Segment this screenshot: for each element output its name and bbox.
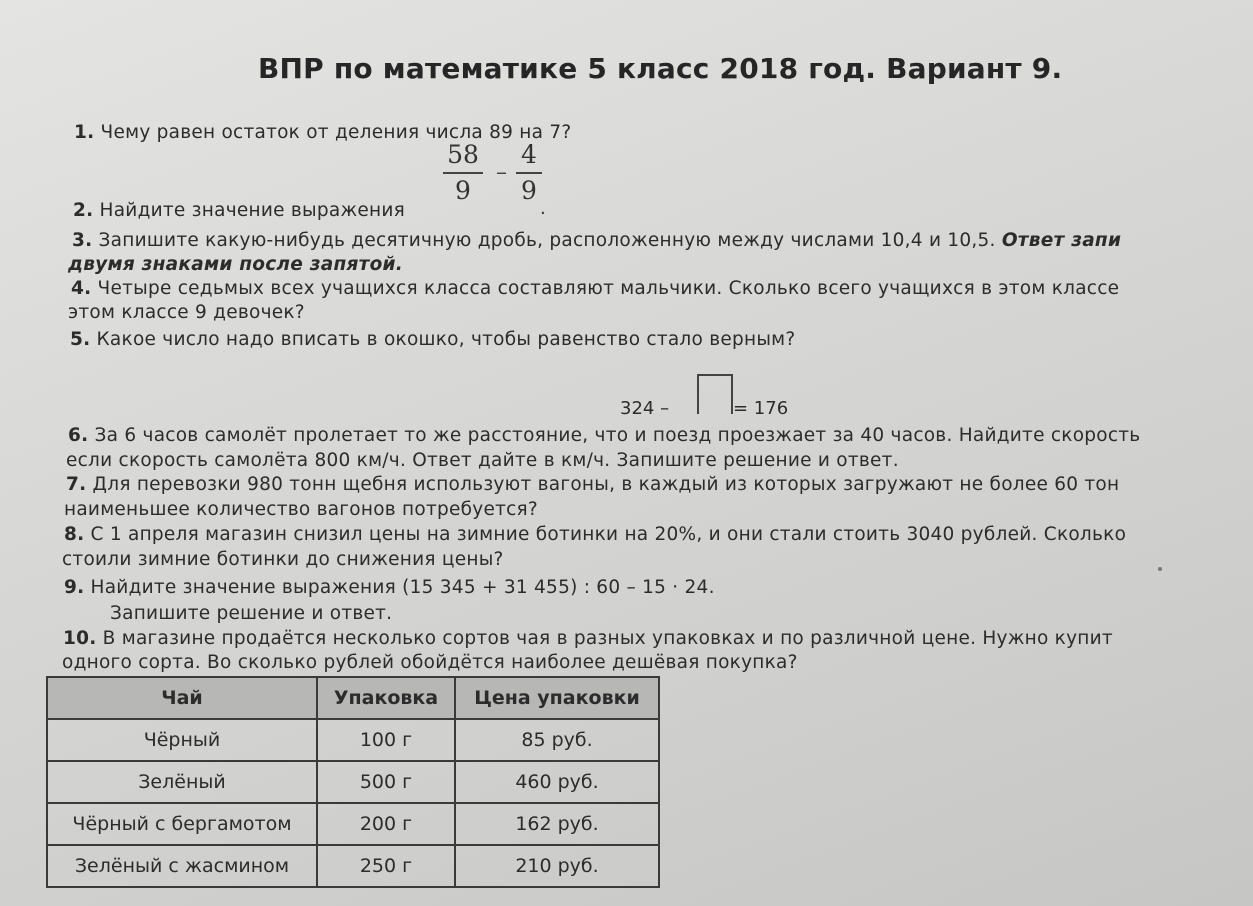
question-text: С 1 апреля магазин снизил цены на зимние ботинки на 20%, и они стали стоить 3040 рублей. Сколько <box>90 524 1127 545</box>
question-4-line-2: этом классе 9 девочек? <box>68 302 305 323</box>
cell-tea: Зелёный <box>47 761 317 803</box>
cell-package: 250 г <box>317 845 455 887</box>
question-text: Какое число надо вписать в окошко, чтобы равенство стало верным? <box>96 329 796 350</box>
column-header-tea: Чай <box>47 677 317 719</box>
fraction-denominator: 9 <box>455 175 471 205</box>
question-number: 1. <box>74 122 95 143</box>
tea-price-table <box>46 676 660 888</box>
column-header-price: Цена упаковки <box>455 677 659 719</box>
cell-price: 460 руб. <box>455 761 659 803</box>
period: . <box>540 198 546 219</box>
question-6 <box>68 425 1140 446</box>
table-row <box>47 803 659 845</box>
question-text: Найдите значение выражения (15 345 + 31 455) : 60 – 15 · 24. <box>90 577 715 598</box>
fraction-58-9 <box>443 140 483 206</box>
answer-instruction: Ответ запи <box>1001 230 1122 251</box>
question-6-line-2: если скорость самолёта 800 км/ч. Ответ дайте в км/ч. Запишите решение и ответ. <box>66 450 899 471</box>
table-header-row <box>47 677 659 719</box>
question-number: 6. <box>68 425 89 446</box>
question-number: 3. <box>72 230 93 251</box>
question-10 <box>63 628 1113 649</box>
cell-tea: Чёрный с бергамотом <box>47 803 317 845</box>
question-4 <box>71 278 1119 299</box>
table-row <box>47 761 659 803</box>
minus-sign: – <box>496 160 507 185</box>
page-title: ВПР по математике 5 класс 2018 год. Вариант 9. <box>258 52 1063 85</box>
table-row <box>47 845 659 887</box>
answer-box <box>697 374 733 414</box>
cell-price: 162 руб. <box>455 803 659 845</box>
question-5 <box>70 329 795 350</box>
column-header-package: Упаковка <box>317 677 455 719</box>
question-number: 9. <box>64 577 85 598</box>
equation-right: = 176 <box>733 398 789 419</box>
equation-left: 324 – <box>620 398 670 419</box>
question-7 <box>66 474 1119 495</box>
cell-package: 500 г <box>317 761 455 803</box>
fraction-4-9 <box>516 140 542 206</box>
cell-tea: Чёрный <box>47 719 317 761</box>
question-number: 4. <box>71 278 92 299</box>
question-3 <box>72 230 1121 251</box>
fraction-bar <box>516 172 542 174</box>
question-9 <box>64 577 715 598</box>
question-text: Найдите значение выражения <box>99 200 406 221</box>
question-number: 2. <box>73 200 94 221</box>
question-number: 7. <box>66 474 87 495</box>
cell-tea: Зелёный с жасмином <box>47 845 317 887</box>
question-text: Запишите какую-нибудь десятичную дробь, расположенную между числами 10,4 и 10,5. <box>98 230 996 251</box>
question-text: Для перевозки 980 тонн щебня используют вагоны, в каждый из которых загружают не более 60 тон <box>92 474 1120 495</box>
question-text: Чему равен остаток от деления числа 89 на 7? <box>100 122 572 143</box>
question-3-line-2: двумя знаками после запятой. <box>68 254 404 275</box>
question-text: За 6 часов самолёт пролетает то же расстояние, что и поезд проезжает за 40 часов. Найдите скорость <box>94 425 1141 446</box>
fraction-denominator: 9 <box>521 175 537 205</box>
question-text: Четыре седьмых всех учащихся класса составляют мальчики. Сколько всего учащихся в этом классе <box>97 278 1120 299</box>
fraction-numerator: 4 <box>521 140 537 169</box>
question-text: В магазине продаётся несколько сортов чая в разных упаковках и по различной цене. Нужно купит <box>102 628 1113 649</box>
question-7-line-2: наименьшее количество вагонов потребуется? <box>64 499 538 520</box>
question-9-line-2: Запишите решение и ответ. <box>110 603 393 624</box>
cell-price: 210 руб. <box>455 845 659 887</box>
cell-price: 85 руб. <box>455 719 659 761</box>
question-8-line-2: стоили зимние ботинки до снижения цены? <box>62 549 504 570</box>
paper-speck <box>1158 567 1162 571</box>
question-number: 5. <box>70 329 91 350</box>
cell-package: 100 г <box>317 719 455 761</box>
question-8 <box>64 524 1126 545</box>
cell-package: 200 г <box>317 803 455 845</box>
question-2 <box>73 200 405 221</box>
question-number: 10. <box>63 628 97 649</box>
fraction-bar <box>443 172 483 174</box>
question-1 <box>74 122 571 143</box>
question-10-line-2: одного сорта. Во сколько рублей обойдётся наиболее дешёвая покупка? <box>62 652 798 673</box>
question-number: 8. <box>64 524 85 545</box>
fraction-numerator: 58 <box>447 140 479 169</box>
table-row <box>47 719 659 761</box>
